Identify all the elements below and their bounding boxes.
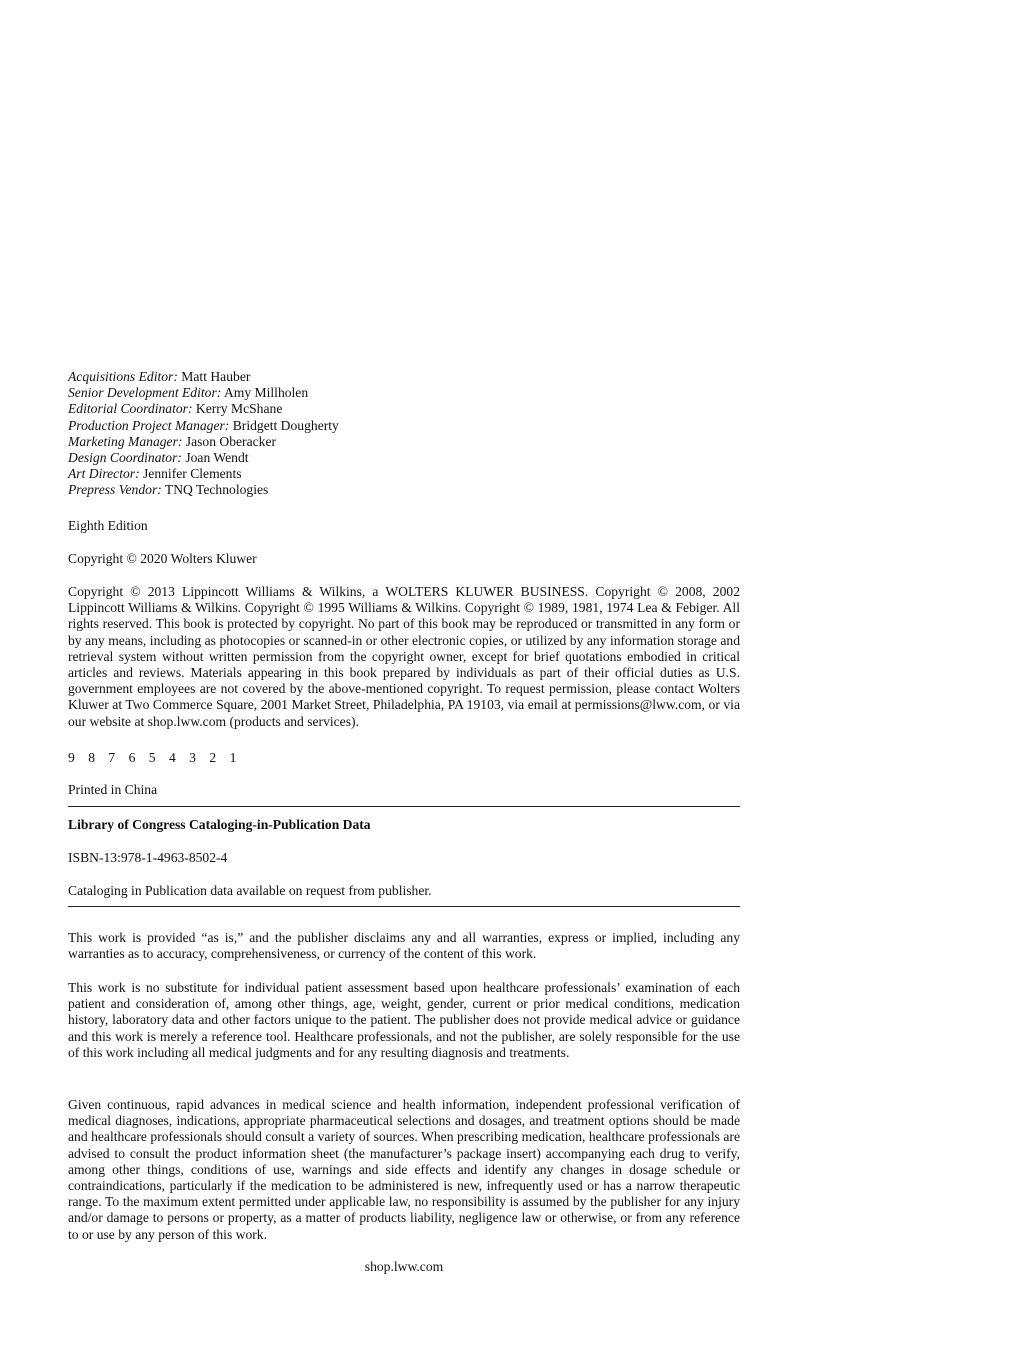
credit-name: Amy Millholen [223,385,309,401]
copyright-details: Copyright © 2013 Lippincott Williams & Wilkins, a WOLTERS KLUWER BUSINESS. Copyright © 2008, 2002 Lippincott Williams & Wilkins. Copyright © 1995 Williams & Wilkins. Copyright © 1989, 1981, 1974 Lea & Febiger. All rights reserved. This book is protected by copyright. No part of this book may be reproduced or transmitted in any form or by any means, including as photocopies or scanned-in or other electronic copies, or utilized by any information storage and retrieval system without written permission from the copyright owner, except for brief quotations embodied in critical articles and reviews. Materials appearing in this book prepared by individuals as part of their official duties as U.S. government employees are not covered by the above-mentioned copyright. To request permission, please contact Wolters Kluwer at Two Commerce Square, 2001 Market Street, Philadelphia, PA 19103, via email at permissions@lww.com, or via our website at shop.lww.com (products and services). [68,584,740,729]
cip-heading: Library of Congress Cataloging-in-Publication Data [68,817,371,832]
credit-role: Prepress Vendor: [68,482,162,498]
credit-name: TNQ Technologies [164,482,269,498]
credit-line [68,434,588,450]
editorial-credits [68,369,588,499]
printed-in: Printed in China [68,782,158,797]
credit-name: Kerry McShane [195,401,283,417]
disclaimer-warranty: This work is provided “as is,” and the publisher disclaims any and all warranties, express or implied, including any warranties as to accuracy, comprehensiveness, or currency of the content of this work. [68,930,740,962]
copyright-notice: Copyright © 2020 Wolters Kluwer [68,551,257,566]
credit-role: Editorial Coordinator: [68,401,193,417]
credit-name: Jason Oberacker [185,433,277,449]
credit-line [68,466,588,482]
credit-role: Design Coordinator: [68,449,182,465]
cip-note: Cataloging in Publication data available on request from publisher. [68,883,432,898]
credit-role: Production Project Manager: [68,417,230,433]
credit-line [68,482,588,498]
credit-role: Marketing Manager: [68,433,183,449]
credit-line [68,418,588,434]
disclaimer-verification: Given continuous, rapid advances in medical science and health information, independent professional verification of medical diagnoses, indications, appropriate pharmaceutical selections and dosages, and treatment options should be made and healthcare professionals should consult a variety of sources. When prescribing medication, healthcare professionals are advised to consult the product information sheet (the manufacturer’s package insert) accompanying each drug to verify, among other things, conditions of use, warnings and side effects and identify any changes in dosage schedule or contraindications, particularly if the medication to be administered is new, infrequently used or has a narrow therapeutic range. To the maximum extent permitted under applicable law, no responsibility is assumed by the publisher for any injury and/or damage to persons or property, as a matter of products liability, negligence law or otherwise, or from any reference to or use by any person of this work. [68,1097,740,1242]
credit-role: Acquisitions Editor: [68,369,178,384]
credit-name: Jennifer Clements [143,466,242,482]
credit-name: Joan Wendt [185,449,249,465]
divider-bottom [68,906,740,907]
credit-role: Senior Development Editor: [68,385,222,401]
isbn: ISBN-13:978-1-4963-8502-4 [68,850,228,865]
credit-line [68,385,588,401]
disclaimer-medical: This work is no substitute for individual patient assessment based upon healthcare professionals’ examination of each patient and consideration of, among other things, age, weight, gender, current or prior medical conditions, medication history, laboratory data and other factors unique to the patient. The publisher does not provide medical advice or guidance and this work is merely a reference tool. Healthcare professionals, and not the publisher, are solely responsible for the use of this work including all medical judgments and for any resulting diagnosis and treatments. [68,980,740,1060]
credit-role: Art Director: [68,466,140,482]
credit-line [68,450,588,466]
credit-name: Matt Hauber [181,369,251,384]
credit-line [68,369,588,385]
divider-top [68,806,740,807]
printing-line: 9 8 7 6 5 4 3 2 1 [68,750,237,765]
credit-line [68,401,588,417]
edition-statement: Eighth Edition [68,518,148,533]
credit-name: Bridgett Dougherty [232,417,339,433]
footer-url: shop.lww.com [364,1259,444,1274]
